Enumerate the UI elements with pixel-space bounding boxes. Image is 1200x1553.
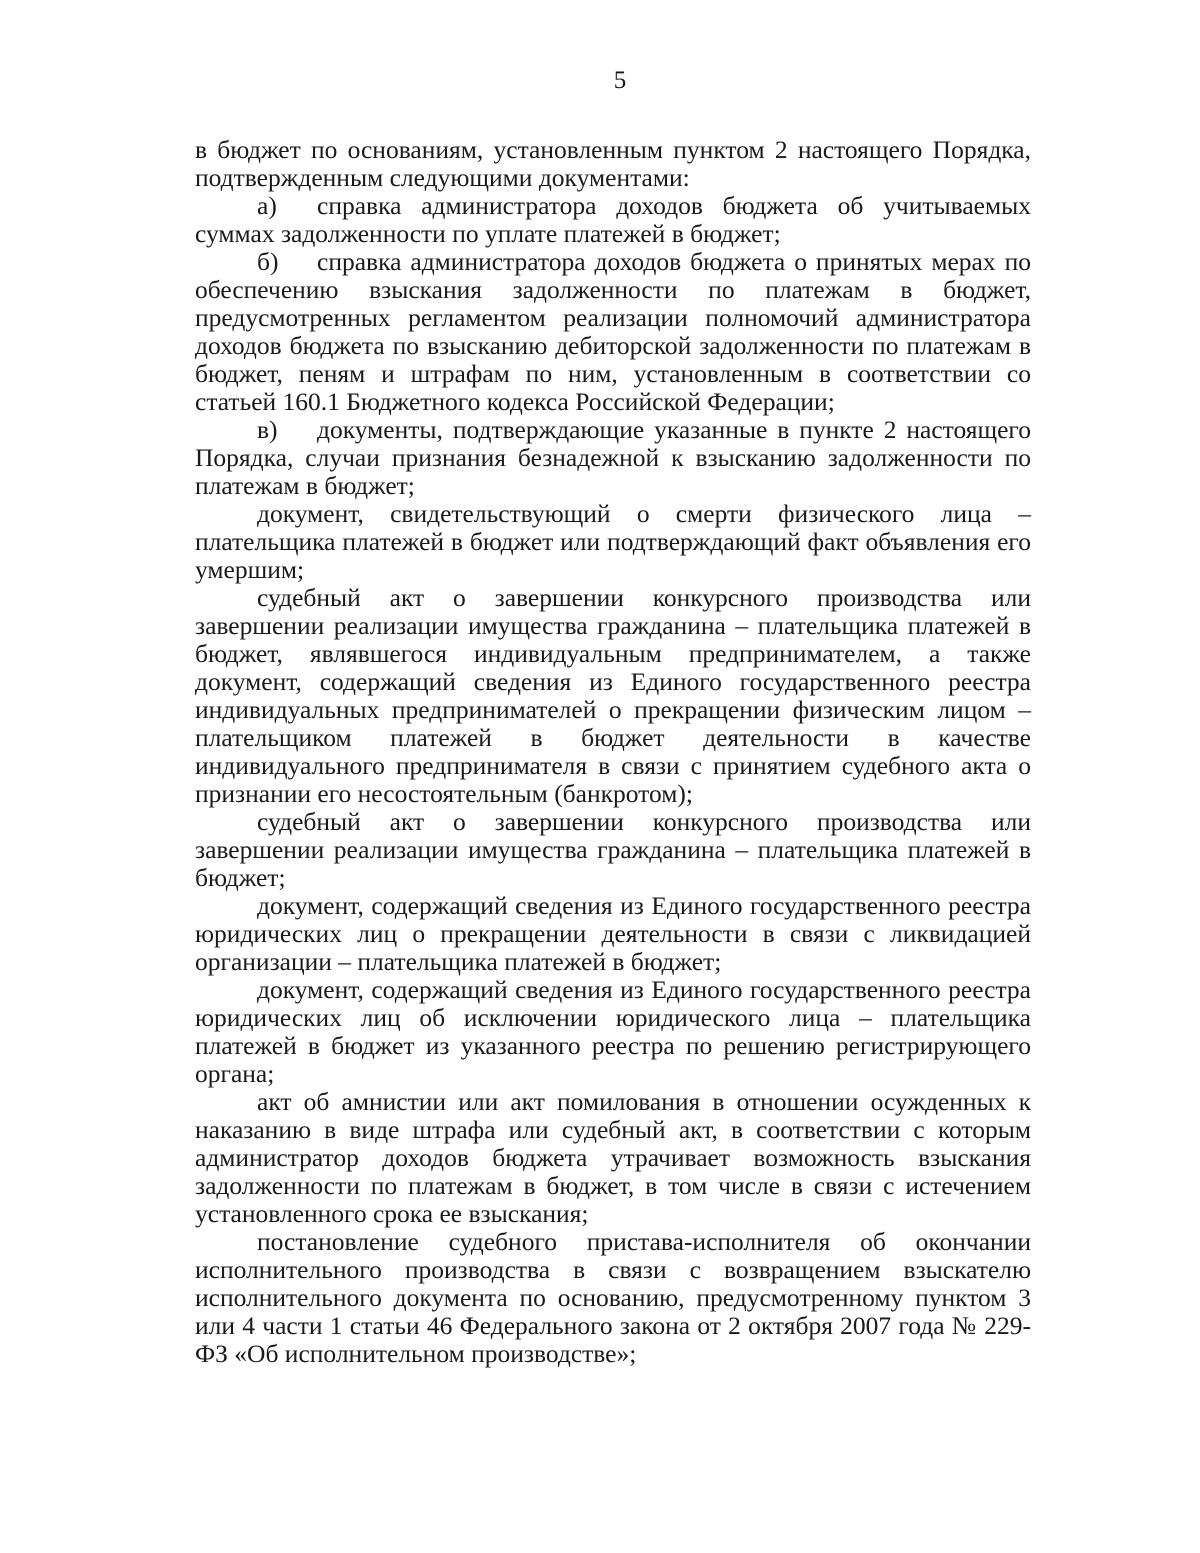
paragraph (195, 136, 1031, 192)
paragraph (195, 892, 1031, 976)
paragraph-text: справка администратора доходов бюджета об учитываемых суммах задолженности по уплате платежей в бюджет; (195, 191, 1031, 248)
paragraph-text: документ, содержащий сведения из Единого государственного реестра юридических лиц об исключении юридического лица – плательщика платежей в бюджет из указанного реестра по решению регистрирующего органа; (195, 975, 1031, 1088)
paragraph-text: справка администратора доходов бюджета о принятых мерах по обеспечению взыскания задолженности по платежам в бюджет, предусмотренных регламентом реализации полномочий администратора доходов бюджета по взысканию дебиторской задолженности по платежам в бюджет, пеням и штрафам по ним, установленным в соответствии со статьей 160.1 Бюджетного кодекса Российской Федерации; (195, 247, 1031, 416)
paragraph (195, 1228, 1031, 1368)
document-body (195, 136, 1031, 1368)
list-item (195, 248, 1031, 416)
paragraph (195, 500, 1031, 584)
paragraph-text: в бюджет по основаниям, установленным пунктом 2 настоящего Порядка, подтвержденным следующими документами: (195, 135, 1031, 192)
paragraph (195, 1088, 1031, 1228)
paragraph (195, 584, 1031, 808)
paragraph-text: документ, свидетельствующий о смерти физического лица – плательщика платежей в бюджет или подтверждающий факт объявления его умершим; (195, 499, 1031, 584)
paragraph-text: акт об амнистии или акт помилования в отношении осужденных к наказанию в виде штрафа или судебный акт, в соответствии с которым администратор доходов бюджета утрачивает возможность взыскания задолженности по платежам в бюджет, в том числе в связи с истечением установленного срока ее взыскания; (195, 1087, 1031, 1228)
list-item (195, 192, 1031, 248)
paragraph (195, 976, 1031, 1088)
paragraph-text: документ, содержащий сведения из Единого государственного реестра юридических лиц о прекращении деятельности в связи с ликвидацией организации – плательщика платежей в бюджет; (195, 891, 1031, 976)
paragraph-text: судебный акт о завершении конкурсного производства или завершении реализации имущества гражданина – плательщика платежей в бюджет, являвшегося индивидуальным предпринимателем, а также документ, содержащий сведения из Единого государственного реестра индивидуальных предпринимателей о прекращении физическим лицом – плательщиком платежей в бюджет деятельности в качестве индивидуального предпринимателя в связи с принятием судебного акта о признании его несостоятельным (банкротом); (195, 583, 1031, 808)
list-marker: а) (257, 191, 277, 220)
paragraph-text: документы, подтверждающие указанные в пункте 2 настоящего Порядка, случаи признания безнадежной к взысканию задолженности по платежам в бюджет; (195, 415, 1031, 500)
paragraph-text: судебный акт о завершении конкурсного производства или завершении реализации имущества гражданина – плательщика платежей в бюджет; (195, 807, 1031, 892)
paragraph-text: постановление судебного пристава-исполнителя об окончании исполнительного производства в связи с возвращением взыскателю исполнительного документа по основанию, предусмотренному пунктом 3 или 4 части 1 статьи 46 Федерального закона от 2 октября 2007 года № 229-ФЗ «Об исполнительном производстве»; (195, 1227, 1031, 1368)
list-item (195, 416, 1031, 500)
paragraph (195, 808, 1031, 892)
page-number: 5 (613, 67, 627, 94)
list-marker: б) (257, 247, 279, 276)
list-marker: в) (257, 415, 278, 444)
